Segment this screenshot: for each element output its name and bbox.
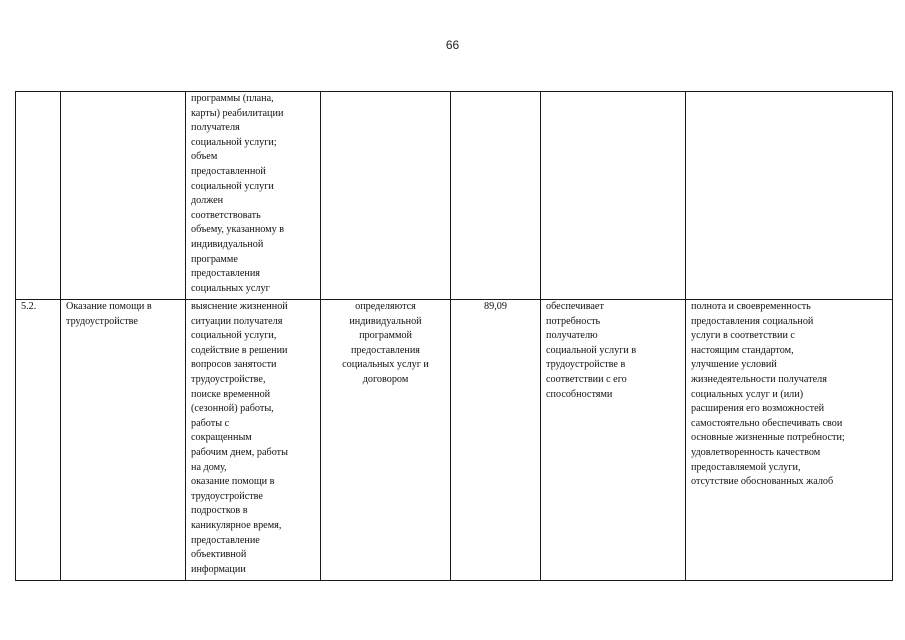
cell-evaluation (686, 92, 893, 300)
cell-indicators (541, 92, 686, 300)
cell-service-name: Оказание помощи в трудоустройстве (61, 300, 186, 581)
cell-number: 5.2. (16, 300, 61, 581)
cell-description: программы (плана, карты) реабилитации получателя социальной услуги; объем предоставленной социальной услуги должен соответствовать объему, указанному в индивидуальной программе предоставления социальных услуг (186, 92, 321, 300)
cell-indicators: обеспечивает потребность получателю социальной услуги в трудоустройстве в соответствии с его способностями (541, 300, 686, 581)
service-standard-table (15, 91, 893, 581)
cell-term: определяются индивидуальной программой предоставления социальных услуг и договором (321, 300, 451, 581)
table-row (16, 300, 893, 581)
cell-service-name (61, 92, 186, 300)
cell-tariff: 89,09 (451, 300, 541, 581)
cell-description: выяснение жизненной ситуации получателя социальной услуги, содействие в решении вопросов занятости трудоустройстве, поиске временной (сезонной) работы, работы с сокращенным рабочим днем, работы на дому, оказание помощи в трудоустройстве подростков в каникулярное время, предоставление объективной информации (186, 300, 321, 581)
page-number: 66 (445, 38, 460, 52)
cell-term (321, 92, 451, 300)
table-row (16, 92, 893, 300)
cell-number (16, 92, 61, 300)
cell-evaluation: полнота и своевременность предоставления социальной услуги в соответствии с настоящим стандартом, улучшение условий жизнедеятельности получателя социальных услуг и (или) расширения его возможностей самостоятельно обеспечивать свои основные жизненные потребности; удовлетворенность качеством предоставляемой услуги, отсутствие обоснованных жалоб (686, 300, 893, 581)
cell-tariff (451, 92, 541, 300)
